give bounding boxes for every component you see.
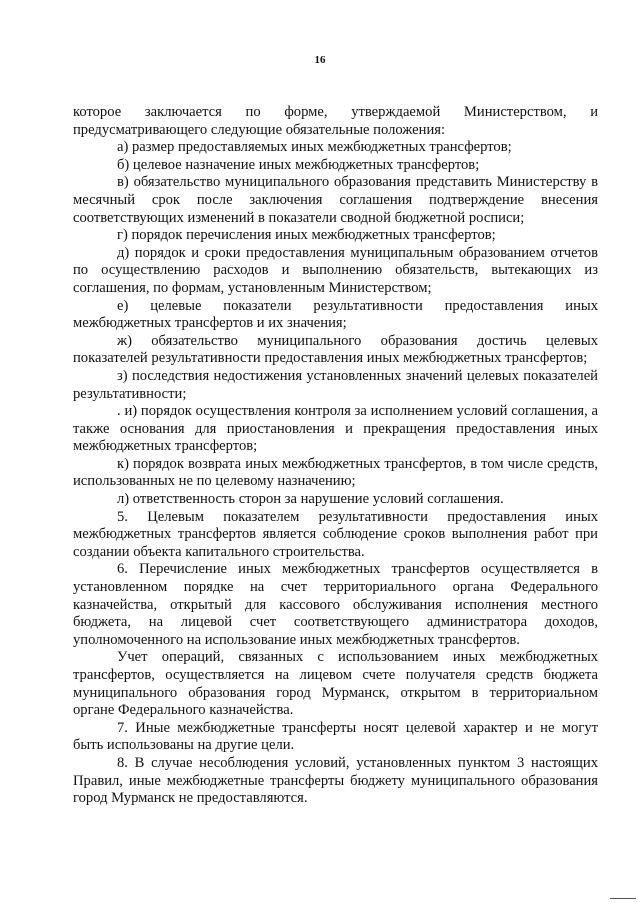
list-item-v: в) обязательство муниципального образования представить Министерству в месячный срок после заключения соглашения подтверждение внесения соответствующих изменений в показатели сводной бюджетной росписи; xyxy=(73,174,598,226)
list-item-a: а) размер предоставляемых иных межбюджетных трансфертов; xyxy=(117,139,512,156)
list-item-i: . и) порядок осуществления контроля за исполнением условий соглашения, а также основания для приостановления и прекращения предоставления иных межбюджетных трансфертов; xyxy=(73,403,598,455)
list-item-l: л) ответственность сторон за нарушение условий соглашения. xyxy=(117,491,504,508)
list-item-g: г) порядок перечисления иных межбюджетных трансфертов; xyxy=(117,227,496,244)
document-body xyxy=(73,104,598,808)
clause-6: 6. Перечисление иных межбюджетных трансфертов осуществляется в установленном порядке на счет территориального органа Федерального казначейства, открытый для кассового обслуживания исполнения местного бюджета, на лицевой счет соответствующего администратора доходов, уполномоченного на использование иных межбюджетных трансфертов. xyxy=(73,561,598,648)
clause-6-accounting: Учет операций, связанных с использованием иных межбюджетных трансфертов, осуществляется на лицевом счете получателя средств бюджета муниципального образования город Мурманск, открытом в территориальном органе Федерального казначейства. xyxy=(73,649,598,719)
list-item-b: б) целевое назначение иных межбюджетных трансфертов; xyxy=(117,156,480,173)
list-item-d: д) порядок и сроки предоставления муниципальным образованием отчетов по осуществлению расходов и выполнению обязательств, вытекающих из соглашения, по формам, установленным Министерством; xyxy=(73,244,598,296)
scan-edge-mark xyxy=(610,898,636,899)
clause-5: 5. Целевым показателем результативности предоставления иных межбюджетных трансфертов является соблюдение сроков выполнения работ при создании объекта капитального строительства. xyxy=(73,508,598,560)
clause-7: 7. Иные межбюджетные трансферты носят целевой характер и не могут быть использованы на другие цели. xyxy=(73,719,598,754)
paragraph-intro: которое заключается по форме, утверждаемой Министерством, и предусматривающего следующие обязательные положения: xyxy=(73,104,598,138)
clause-8: 8. В случае несоблюдения условий, установленных пунктом 3 настоящих Правил, иные межбюджетные трансферты бюджету муниципального образования город Мурманск не предоставляются. xyxy=(73,754,598,807)
list-item-z: з) последствия недостижения установленных значений целевых показателей результативности; xyxy=(73,367,598,402)
list-item-k: к) порядок возврата иных межбюджетных трансфертов, в том числе средств, использованных не по целевому назначению; xyxy=(73,455,598,490)
page-number: 16 xyxy=(314,54,326,66)
list-item-zh: ж) обязательство муниципального образования достичь целевых показателей результативности предоставления иных межбюджетных трансфертов; xyxy=(73,332,598,367)
list-item-e: е) целевые показатели результативности предоставления иных межбюджетных трансфертов и их значения; xyxy=(73,297,598,332)
